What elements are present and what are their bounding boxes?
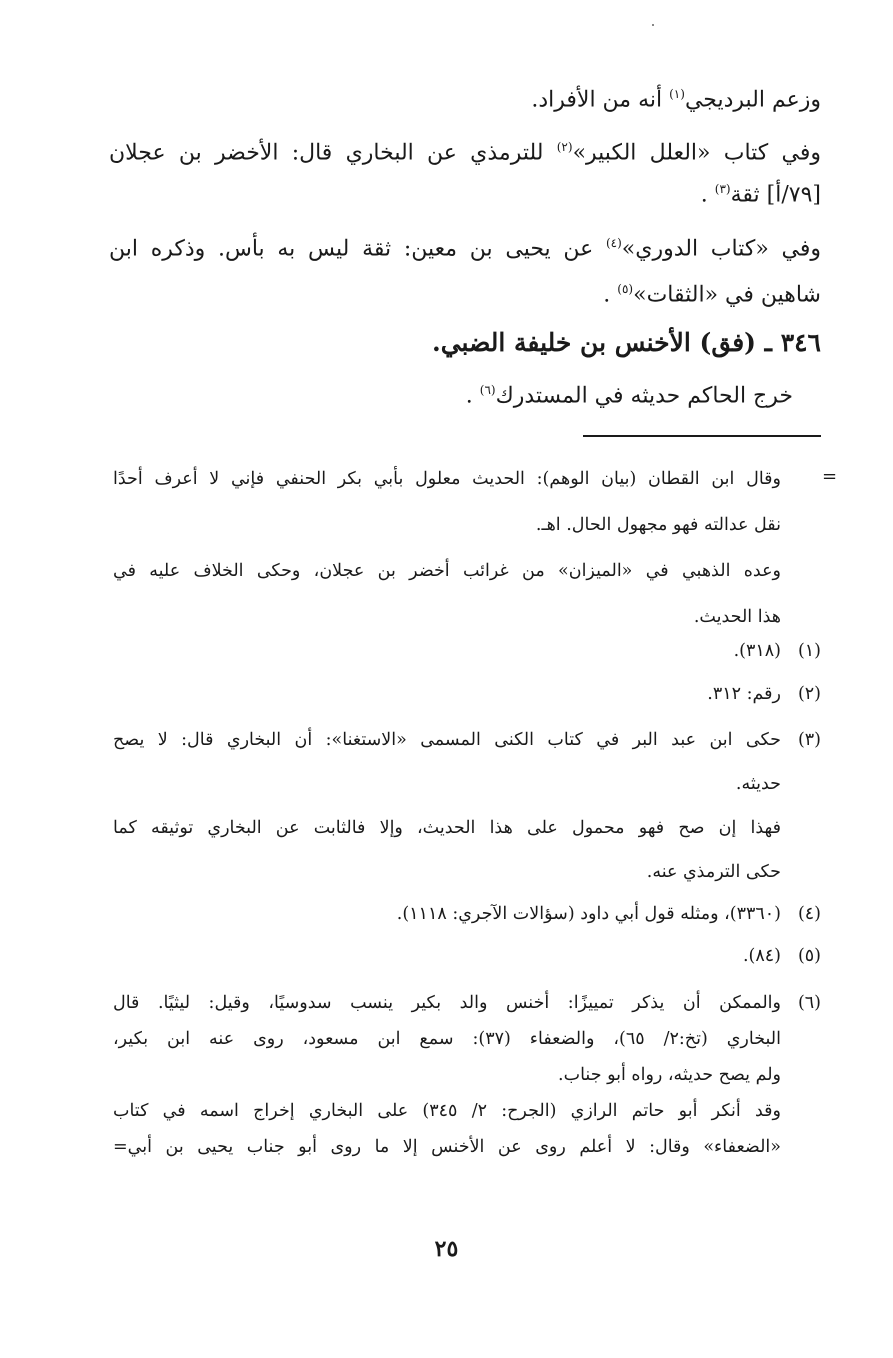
note-line: (٣٣٦٠)، ومثله قول أبي داود (سؤالات الآجري: ١١١٨). [396, 904, 781, 924]
note-line: والممكن أن يذكر تمييزًا: أخنس والد بكير ينسب سدوسيًا، وقيل: ليثيًا. قال [113, 993, 781, 1013]
footnote-3 [113, 718, 781, 894]
note-line: ولم يصح حديثه، رواه أبو جناب. [558, 1065, 781, 1085]
text-line: [٧٩/أ] ثقة$^{(٣)}$ . [700, 182, 821, 208]
note-line: حديثه. [735, 774, 781, 794]
text-line: شاهين في «الثقات»$^{(٥)}$ . [603, 282, 821, 308]
footnote-continuation [113, 456, 781, 640]
footnote-number: (٤) [797, 904, 821, 924]
footnote-ref: (٥) [617, 282, 634, 297]
footnote-5 [113, 944, 781, 968]
note-line: رقم: ٣١٢. [707, 684, 781, 704]
main-paragraph-1 [109, 74, 821, 120]
footnote-number: (٢) [797, 684, 821, 704]
continuation-marker: = [822, 466, 838, 487]
note-line: (٨٤). [742, 946, 781, 966]
footnote-2 [113, 682, 781, 706]
footnote-ref: (١) [669, 87, 685, 101]
entry-heading: ٣٤٦ ـ (فق) الأخنس بن خليفة الضبي. [431, 328, 821, 357]
note-line: وقد أنكر أبو حاتم الرازي (الجرح: ٢/ ٣٤٥) على البخاري إخراج اسمه في كتاب [113, 1101, 781, 1121]
text-line: وفي كتاب «العلل الكبير»$^{(٢)}$ للترمذي عن البخاري قال: الأخضر بن عجلان [109, 140, 821, 166]
footnote-ref: (٣) [714, 182, 731, 197]
scan-speck [652, 24, 654, 26]
text-line: وزعم البرديجي$^{(١)}$ أنه من الأفراد. [531, 87, 821, 113]
note-line: وقال ابن القطان (بيان الوهم): الحديث معلول بأبي بكر الحنفي فإني لا أعرف أحدًا [113, 469, 781, 489]
footnote-number: (٣) [797, 730, 821, 750]
footnote-6 [113, 985, 781, 1165]
note-line: حكى الترمذي عنه. [646, 862, 781, 882]
note-line: البخاري (تخ:٢/ ٦٥)، والضعفاء (٣٧): سمع ابن مسعود، روى عنه ابن بكير، [113, 1029, 781, 1049]
note-line: «الضعفاء» وقال: لا أعلم روى عن الأخنس إلا ما روى أبو جناب يحيى بن أبي= [113, 1137, 781, 1157]
page-number: ٢٥ [434, 1236, 459, 1262]
note-line: نقل عدالته فهو مجهول الحال. اهـ. [535, 515, 781, 535]
note-line: فهذا إن صح فهو محمول على هذا الحديث، وإلا فالثابت عن البخاري توثيقه كما [113, 818, 781, 838]
text-line: خرج الحاكم حديثه في المستدرك$^{(٦)}$ . [465, 383, 793, 409]
note-line: هذا الحديث. [693, 607, 781, 627]
note-line: وعده الذهبي في «الميزان» من غرائب أخضر بن عجلان، وحكى الخلاف عليه في [113, 561, 781, 581]
text-line: وفي «كتاب الدوري»$^{(٤)}$ عن يحيى بن معين: ثقة ليس به بأس. وذكره ابن [109, 236, 821, 262]
main-paragraph-2 [109, 129, 821, 214]
footnote-number: (٥) [797, 946, 821, 966]
main-paragraph-3 [109, 223, 821, 316]
footnote-separator [583, 435, 821, 437]
entry-text [113, 370, 793, 416]
footnote-ref: (٢) [556, 140, 573, 154]
footnote-1 [113, 639, 781, 663]
note-line: (٣١٨). [733, 641, 781, 661]
note-line: حكى ابن عبد البر في كتاب الكنى المسمى «الاستغنا»: أن البخاري قال: لا يصح [113, 730, 781, 750]
footnote-4 [113, 902, 781, 926]
footnote-number: (١) [797, 641, 821, 661]
footnote-ref: (٦) [479, 383, 496, 397]
footnote-ref: (٤) [605, 236, 622, 250]
footnote-number: (٦) [797, 993, 821, 1013]
